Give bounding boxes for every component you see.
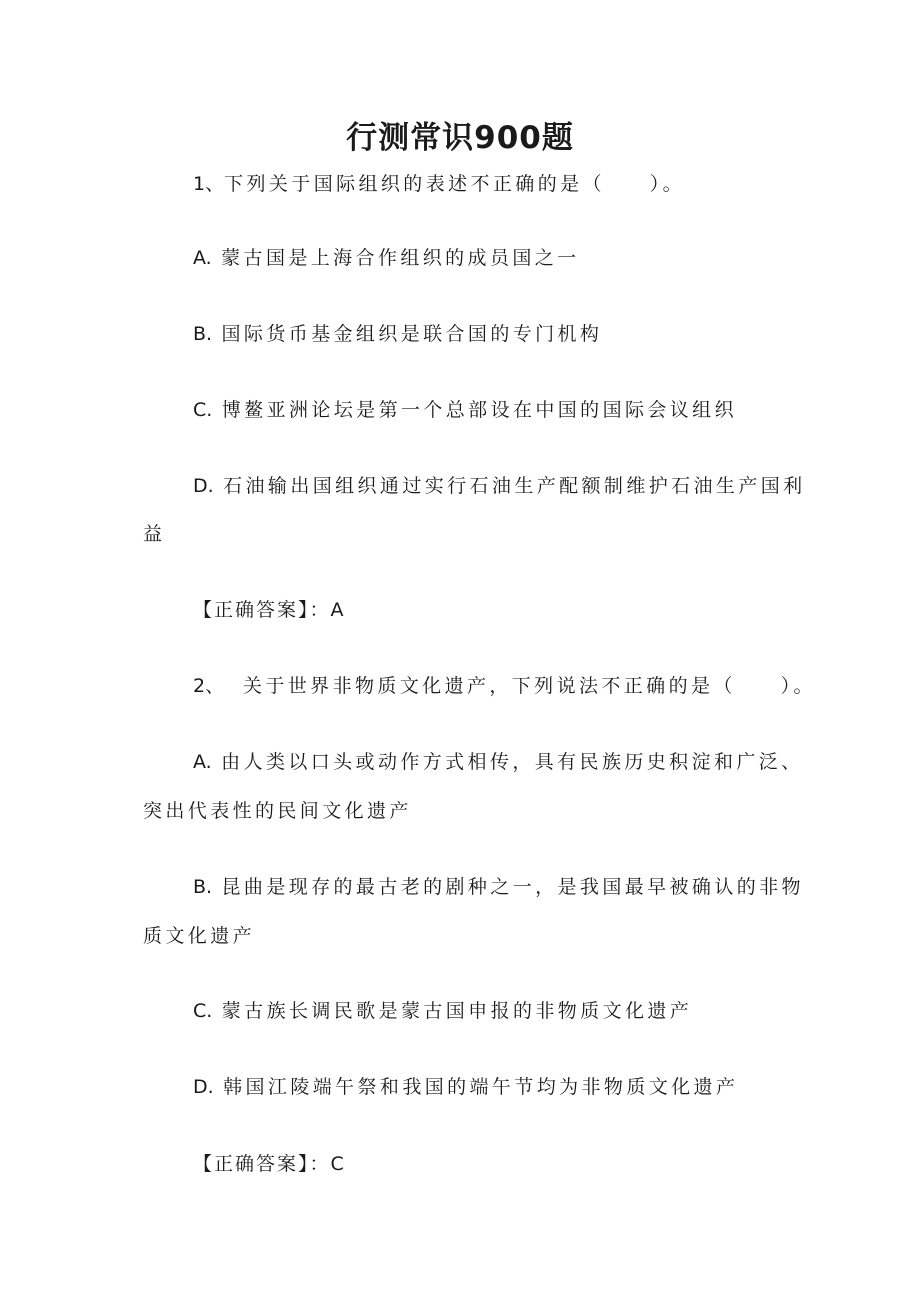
question-2-option-b [193, 873, 804, 901]
question-2-option-c [193, 997, 692, 1025]
answer-label: 【正确答案】： [193, 599, 331, 621]
question-2-option-a-continuation: 突出代表性的民间文化遗产 [143, 800, 412, 822]
option-letter: B. [193, 323, 213, 345]
option-letter: B. [193, 876, 213, 898]
question-2-option-b-continuation: 质文化遗产 [143, 925, 256, 947]
option-letter: A. [193, 751, 212, 773]
option-letter: C. [193, 1000, 213, 1022]
question-1-option-c [193, 396, 737, 424]
question-1-answer [193, 596, 344, 624]
option-text: 蒙古国是上海合作组织的成员国之一 [221, 247, 580, 269]
question-1-stem [193, 170, 685, 198]
answer-value: C [330, 1153, 344, 1175]
option-text: 由人类以口头或动作方式相传，具有民族历史积淀和广泛、 [221, 751, 804, 773]
option-letter: D. [193, 1076, 214, 1098]
question-2-option-a [193, 748, 804, 776]
question-text: 下列关于国际组织的表述不正确的是（ ）。 [224, 173, 685, 195]
option-text: 昆曲是现存的最古老的剧种之一，是我国最早被确认的非物 [221, 876, 804, 898]
question-1-option-a [193, 244, 580, 272]
question-2-option-d [193, 1073, 738, 1101]
option-text: 国际货币基金组织是联合国的专门机构 [221, 323, 603, 345]
question-1-option-d [193, 472, 806, 500]
answer-label: 【正确答案】： [193, 1153, 331, 1175]
question-2-stem [193, 672, 816, 700]
option-letter: D. [193, 475, 214, 497]
document-title: 行测常识900题 [346, 120, 574, 156]
question-1-option-b [193, 320, 602, 348]
question-number: 2、 [193, 675, 225, 697]
question-1-option-d-continuation: 益 [143, 523, 166, 545]
question-number: 1、 [193, 173, 225, 195]
option-letter: C. [193, 399, 213, 421]
question-text: 关于世界非物质文化遗产，下列说法不正确的是（ ）。 [242, 675, 816, 697]
option-text: 蒙古族长调民歌是蒙古国申报的非物质文化遗产 [221, 1000, 693, 1022]
option-text: 博鳌亚洲论坛是第一个总部设在中国的国际会议组织 [221, 399, 737, 421]
option-text: 石油输出国组织通过实行石油生产配额制维护石油生产国利 [223, 475, 806, 497]
option-text: 韩国江陵端午祭和我国的端午节均为非物质文化遗产 [223, 1076, 739, 1098]
question-2-answer [193, 1150, 344, 1178]
answer-value: A [330, 599, 344, 621]
option-letter: A. [193, 247, 212, 269]
